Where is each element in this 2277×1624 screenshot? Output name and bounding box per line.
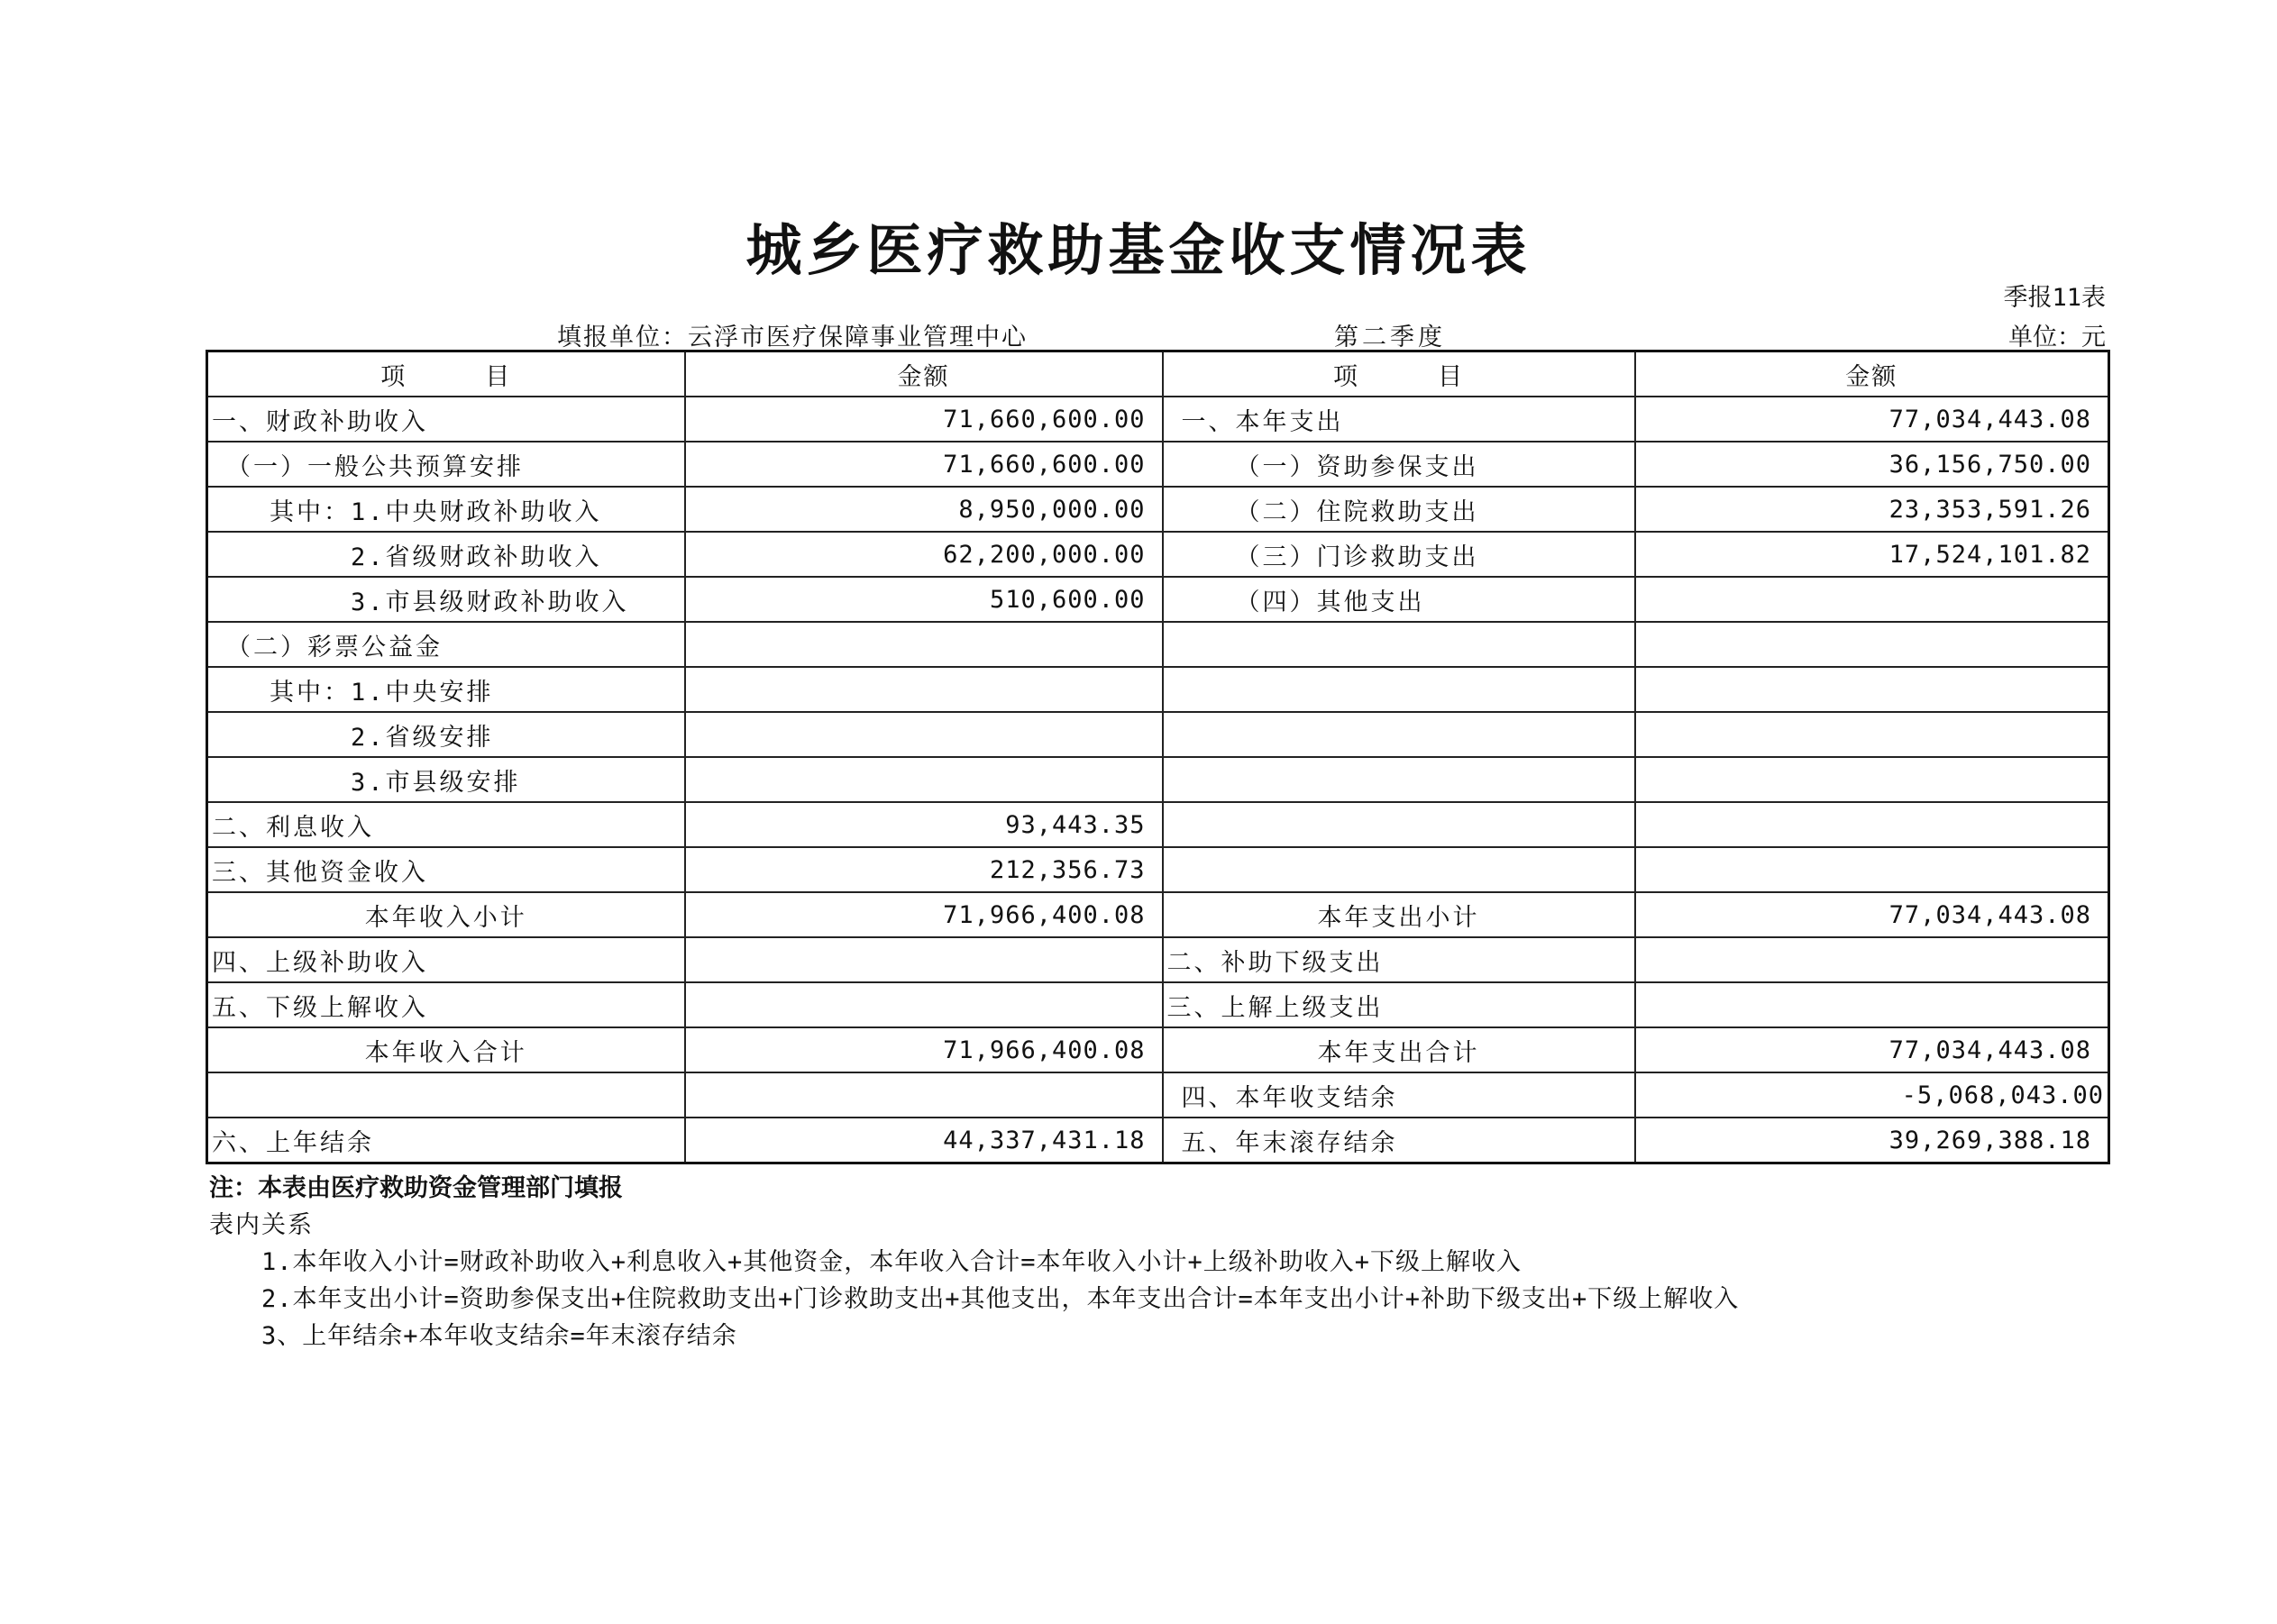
formula-line: 1.本年收入小计=财政补助收入+利息收入+其他资金，本年收入合计=本年收入小计+上级补助收入+下级上解收入 <box>261 1248 1523 1276</box>
table-row <box>207 937 2109 982</box>
table-row <box>207 802 2109 847</box>
expense-label <box>1163 667 1635 712</box>
reporting-quarter: 第二季度 <box>1334 324 1446 351</box>
expense-amount: 36,156,750.00 <box>1635 442 2109 487</box>
expense-amount: 17,524,101.82 <box>1635 532 2109 577</box>
income-amount: 93,443.35 <box>685 802 1163 847</box>
table-row <box>207 532 2109 577</box>
income-label: 2.省级安排 <box>207 712 685 757</box>
prior-balance-amount: 44,337,431.18 <box>685 1118 1163 1163</box>
header-left-amount: 金额 <box>685 351 1163 397</box>
table-row <box>207 667 2109 712</box>
table-row <box>207 397 2109 442</box>
table-header-row <box>207 351 2109 397</box>
income-label <box>207 1072 685 1118</box>
table-row <box>207 1118 2109 1163</box>
income-label: 3.市县级安排 <box>207 757 685 802</box>
header-left-item: 项 目 <box>207 351 685 397</box>
total-row <box>207 1027 2109 1072</box>
expense-amount <box>1635 577 2109 622</box>
expense-amount <box>1635 982 2109 1027</box>
income-amount <box>685 982 1163 1027</box>
income-label: 四、上级补助收入 <box>207 937 685 982</box>
expense-amount: 23,353,591.26 <box>1635 487 2109 532</box>
expense-label: （三）门诊救助支出 <box>1163 532 1635 577</box>
formula-line: 2.本年支出小计=资助参保支出+住院救助支出+门诊救助支出+其他支出，本年支出合计=本年支出小计+补助下级支出+下级上解收入 <box>261 1285 1740 1313</box>
expense-total-label: 本年支出合计 <box>1163 1027 1635 1072</box>
balance-amount: -5,068,043.00 <box>1635 1072 2109 1118</box>
expense-label <box>1163 757 1635 802</box>
expense-amount <box>1635 757 2109 802</box>
income-amount <box>685 1072 1163 1118</box>
income-subtotal-label: 本年收入小计 <box>207 892 685 937</box>
income-label: 3.市县级财政补助收入 <box>207 577 685 622</box>
table-row <box>207 622 2109 667</box>
expense-subtotal-amount: 77,034,443.08 <box>1635 892 2109 937</box>
income-amount: 62,200,000.00 <box>685 532 1163 577</box>
expense-label <box>1163 847 1635 892</box>
ending-balance-label: 五、年末滚存结余 <box>1163 1118 1635 1163</box>
expense-amount <box>1635 622 2109 667</box>
table-row <box>207 712 2109 757</box>
expense-total-amount: 77,034,443.08 <box>1635 1027 2109 1072</box>
header-right-item: 项 目 <box>1163 351 1635 397</box>
page-title: 城乡医疗救助基金收支情况表 <box>745 217 1532 283</box>
income-amount <box>685 712 1163 757</box>
income-label: 其中：1.中央安排 <box>207 667 685 712</box>
expense-amount <box>1635 937 2109 982</box>
table-row <box>207 757 2109 802</box>
expense-label: 三、上解上级支出 <box>1163 982 1635 1027</box>
expense-label: （二）住院救助支出 <box>1163 487 1635 532</box>
income-amount: 8,950,000.00 <box>685 487 1163 532</box>
prior-balance-label: 六、上年结余 <box>207 1118 685 1163</box>
income-amount <box>685 937 1163 982</box>
expense-label <box>1163 802 1635 847</box>
income-amount: 212,356.73 <box>685 847 1163 892</box>
currency-unit: 单位：元 <box>2008 324 2106 351</box>
income-amount: 510,600.00 <box>685 577 1163 622</box>
income-label: 其中：1.中央财政补助收入 <box>207 487 685 532</box>
table-row <box>207 847 2109 892</box>
table-row <box>207 442 2109 487</box>
income-label: 五、下级上解收入 <box>207 982 685 1027</box>
filler-unit: 填报单位：云浮市医疗保障事业管理中心 <box>557 324 1028 351</box>
ending-balance-amount: 39,269,388.18 <box>1635 1118 2109 1163</box>
filing-note: 注：本表由医疗救助资金管理部门填报 <box>209 1174 623 1202</box>
expense-label <box>1163 622 1635 667</box>
formula-line: 3、上年结余+本年收支结余=年末滚存结余 <box>261 1322 737 1350</box>
expense-label <box>1163 712 1635 757</box>
income-amount: 71,660,600.00 <box>685 442 1163 487</box>
income-subtotal-amount: 71,966,400.08 <box>685 892 1163 937</box>
expense-amount <box>1635 847 2109 892</box>
income-amount: 71,660,600.00 <box>685 397 1163 442</box>
income-label: 三、其他资金收入 <box>207 847 685 892</box>
income-amount <box>685 757 1163 802</box>
table-row <box>207 982 2109 1027</box>
expense-subtotal-label: 本年支出小计 <box>1163 892 1635 937</box>
fund-table <box>206 350 2110 1164</box>
expense-label: 二、补助下级支出 <box>1163 937 1635 982</box>
notes-section <box>209 1170 1739 1355</box>
expense-label: （四）其他支出 <box>1163 577 1635 622</box>
expense-amount <box>1635 712 2109 757</box>
income-label: 一、财政补助收入 <box>207 397 685 442</box>
income-total-label: 本年收入合计 <box>207 1027 685 1072</box>
income-label: （一）一般公共预算安排 <box>207 442 685 487</box>
relations-title: 表内关系 <box>209 1211 314 1239</box>
income-amount <box>685 622 1163 667</box>
subtotal-row <box>207 892 2109 937</box>
table-row <box>207 487 2109 532</box>
expense-amount: 77,034,443.08 <box>1635 397 2109 442</box>
table-row <box>207 577 2109 622</box>
income-total-amount: 71,966,400.08 <box>685 1027 1163 1072</box>
expense-label: （一）资助参保支出 <box>1163 442 1635 487</box>
report-code: 季报11表 <box>2003 284 2106 312</box>
income-label: 2.省级财政补助收入 <box>207 532 685 577</box>
income-label: 二、利息收入 <box>207 802 685 847</box>
income-amount <box>685 667 1163 712</box>
table-row <box>207 1072 2109 1118</box>
header-right-amount: 金额 <box>1635 351 2109 397</box>
expense-label: 一、本年支出 <box>1163 397 1635 442</box>
expense-amount <box>1635 667 2109 712</box>
income-label: （二）彩票公益金 <box>207 622 685 667</box>
expense-amount <box>1635 802 2109 847</box>
balance-label: 四、本年收支结余 <box>1163 1072 1635 1118</box>
